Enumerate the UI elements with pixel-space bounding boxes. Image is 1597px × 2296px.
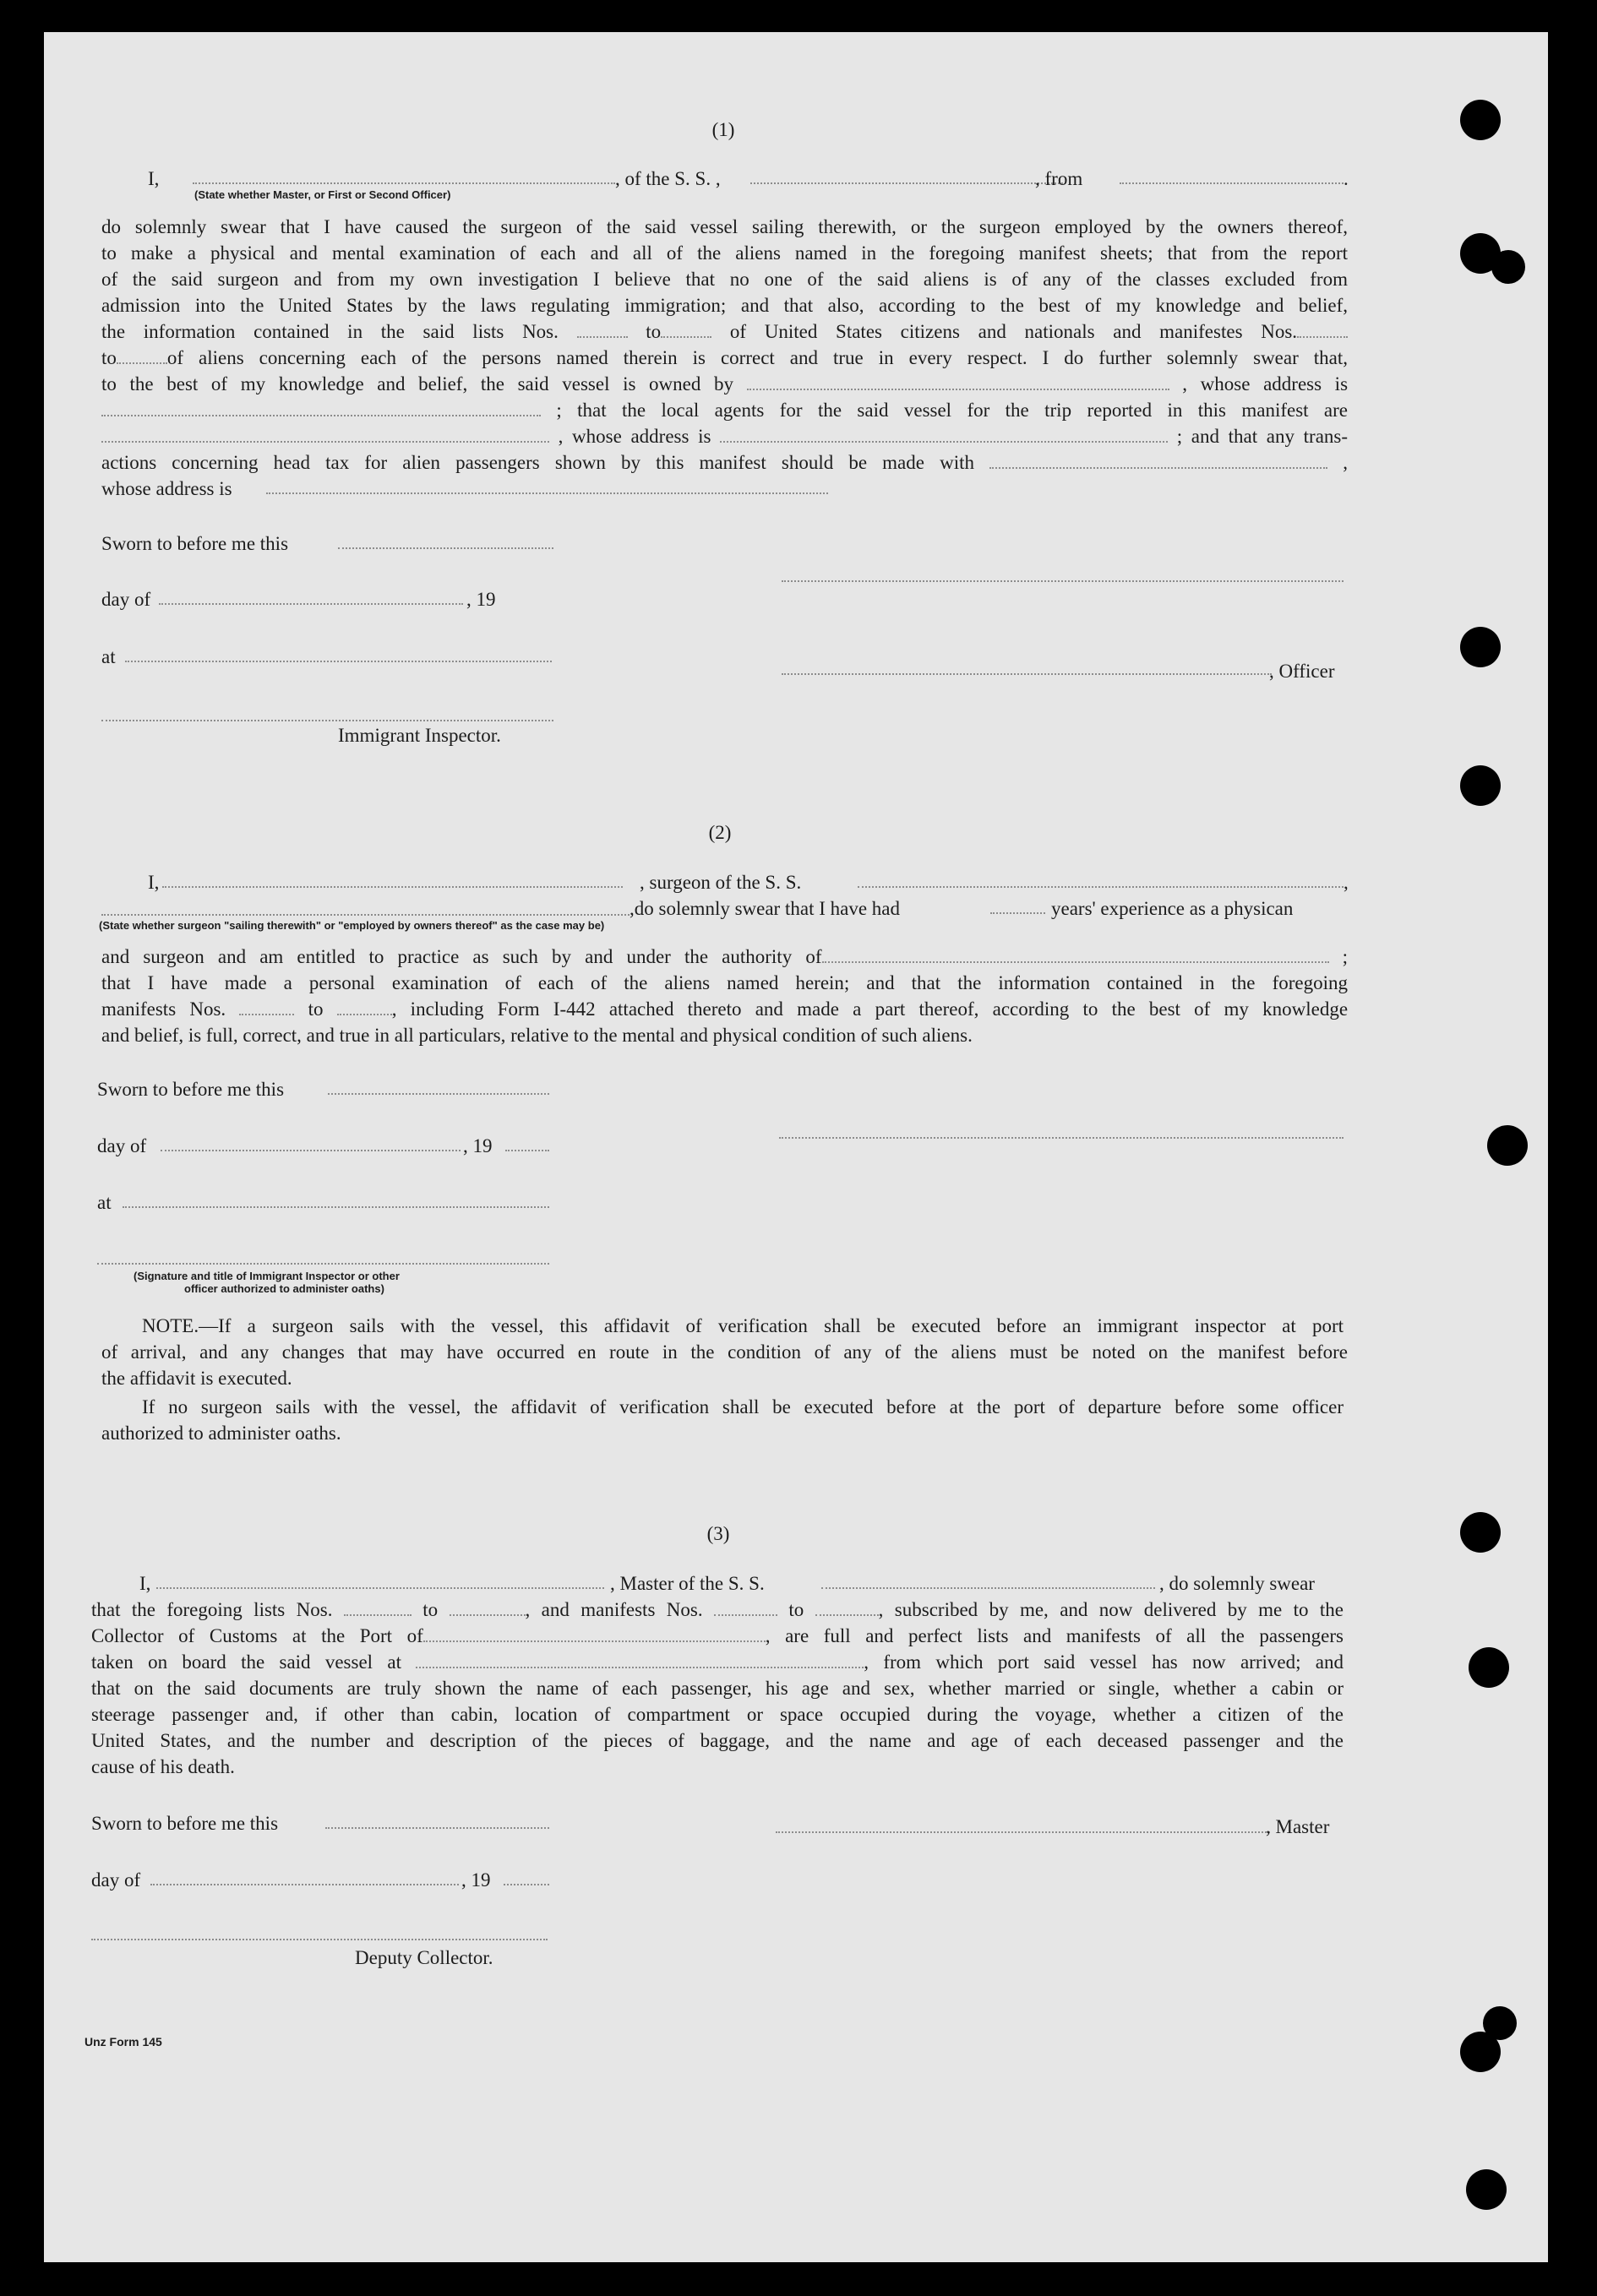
field-note: officer authorized to administer oaths) — [184, 1282, 384, 1295]
affidavit-text: ; that the local agents for the said vessel for the trip reported in this manifest are — [101, 397, 1348, 423]
vessel-field[interactable] — [821, 1587, 1155, 1589]
punch-hole — [1487, 1125, 1528, 1166]
officer-field[interactable] — [193, 182, 615, 184]
collector-signature-field[interactable] — [91, 1939, 548, 1940]
affidavit-text: and belief, is full, correct, and true in all particulars, relative to the mental and physical condition of such aliens. — [101, 1025, 973, 1046]
text: , from — [1035, 168, 1083, 189]
punch-hole — [1469, 1647, 1509, 1688]
master-signature-field[interactable] — [776, 1831, 1270, 1833]
text: day of — [101, 589, 151, 610]
place-field[interactable] — [125, 661, 552, 662]
inspector-signature-field[interactable] — [101, 720, 553, 721]
note-text: authorized to administer oaths. — [101, 1423, 341, 1444]
month-field[interactable] — [159, 603, 463, 605]
punch-hole — [1491, 250, 1525, 284]
punch-hole — [1460, 627, 1501, 667]
text: . — [1344, 168, 1349, 189]
inspector-signature-field[interactable] — [97, 1263, 549, 1265]
text: Deputy Collector. — [355, 1947, 493, 1968]
year-field[interactable] — [504, 1884, 549, 1885]
sworn-label: Sworn to before me this — [101, 533, 289, 554]
affidavit-text: , whose address is ; and that any trans- — [101, 423, 1348, 449]
surgeon-status-field[interactable] — [101, 914, 630, 916]
form-number: Unz Form 145 — [84, 2035, 162, 2048]
month-field[interactable] — [150, 1884, 459, 1885]
text: , Master — [1266, 1816, 1330, 1837]
section-number: (3) — [706, 1523, 730, 1544]
text: , 19 — [463, 1135, 493, 1156]
punch-hole — [1460, 100, 1501, 140]
field-note: (State whether Master, or First or Second Officer) — [194, 188, 451, 201]
section-number: (1) — [711, 119, 735, 140]
sworn-day-field[interactable] — [328, 1093, 549, 1095]
surgeon-name-field[interactable] — [162, 886, 623, 888]
affidavit-text: do solemnly swear that I have caused the surgeon of the said vessel sailing therewith, or the surgeon employed by the owners thereof, — [101, 216, 1348, 237]
text: , 19 — [461, 1869, 491, 1891]
vessel-field[interactable] — [750, 182, 1063, 184]
affidavit-text: actions concerning head tax for alien passengers shown by this manifest should be made with , — [101, 452, 1349, 473]
field-note: (State whether surgeon "sailing therewith" or "employed by owners thereof" as the case may be) — [99, 919, 605, 932]
text: at — [101, 646, 116, 667]
sworn-day-field[interactable] — [325, 1827, 549, 1829]
affidavit-text: of the said surgeon and from my own investigation I believe that no one of the said aliens is of any of the classes excluded from — [101, 269, 1348, 290]
text: Immigrant Inspector. — [338, 725, 501, 746]
text: day of — [97, 1135, 147, 1156]
text: day of — [91, 1869, 141, 1891]
affidavit-text: and surgeon and am entitled to practice as such by and under the authority of ; — [101, 946, 1349, 967]
note-text: NOTE.—If a surgeon sails with the vessel, this affidavit of verification shall be executed before an immigrant inspector at port — [142, 1315, 1344, 1336]
year-field[interactable] — [505, 1150, 549, 1151]
affidavit-text: that I have made a personal examination of each of the aliens named herein; and that the information contained in the foregoing — [101, 972, 1348, 993]
affidavit-text: to make a physical and mental examination of each and all of the aliens named in the foregoing manifest sheets; that from the report — [101, 242, 1348, 264]
officer-signature-field[interactable] — [782, 673, 1272, 675]
affidavit-text: United States, and the number and description of the pieces of baggage, and the name and age of each deceased passenger and the — [91, 1730, 1344, 1751]
section-number: (2) — [708, 822, 732, 843]
sworn-label: Sworn to before me this — [91, 1813, 279, 1834]
punch-hole — [1466, 2169, 1507, 2210]
place-field[interactable] — [123, 1206, 549, 1208]
affidavit-text: to of aliens concerning each of the persons named therein is correct and true in every respect. I do further solemnly swear that, — [101, 347, 1348, 368]
text: , 19 — [466, 589, 496, 610]
master-name-field[interactable] — [156, 1587, 604, 1589]
vessel-field[interactable] — [858, 886, 1344, 888]
text: I, — [148, 168, 160, 189]
affidavit-text: that the foregoing lists Nos. to , and manifests Nos. to , subscribed by me, and now delivered by me to the — [91, 1599, 1344, 1620]
affidavit-text: to the best of my knowledge and belief, the said vessel is owned by , whose address is — [101, 373, 1349, 394]
note-text: If no surgeon sails with the vessel, the affidavit of verification shall be executed before at the port of departure before some officer — [142, 1396, 1344, 1417]
affidavit-text: taken on board the said vessel at , from which port said vessel has now arrived; and — [91, 1651, 1344, 1673]
punch-hole — [1460, 1512, 1501, 1553]
sworn-day-field[interactable] — [338, 547, 553, 549]
text: ,do solemnly swear that I have had — [630, 898, 900, 919]
affidavit-text: the information contained in the said lists Nos. to of United States citizens and nationals and manifestes Nos. — [101, 318, 1348, 345]
text: I, — [139, 1573, 151, 1594]
text: at — [97, 1192, 112, 1213]
text: , do solemnly swear — [1159, 1573, 1315, 1594]
text: I, — [148, 872, 160, 893]
affidavit-text: cause of his death. — [91, 1756, 235, 1777]
note-text: the affidavit is executed. — [101, 1368, 292, 1389]
affidavit-text: admission into the United States by the laws regulating immigration; and that also, according to the best of my knowledge and belief, — [101, 295, 1348, 316]
years-field[interactable] — [990, 912, 1045, 914]
field-note: (Signature and title of Immigrant Inspector or other — [134, 1270, 400, 1282]
address-field[interactable] — [266, 492, 828, 494]
punch-hole — [1460, 765, 1501, 806]
punch-hole — [1483, 2006, 1517, 2040]
signature-line[interactable] — [779, 1137, 1344, 1139]
text: years' experience as a physican — [1051, 898, 1294, 919]
text: , — [1344, 872, 1349, 893]
text: , Officer — [1269, 661, 1335, 682]
text: whose address is — [101, 478, 232, 499]
signature-line[interactable] — [782, 580, 1344, 582]
text: , Master of the S. S. — [610, 1573, 765, 1594]
affidavit-text: Collector of Customs at the Port of , are full and perfect lists and manifests of all the passengers — [91, 1625, 1344, 1646]
affidavit-text: manifests Nos. to , including Form I-442 attached thereto and made a part thereof, according to the best of my knowledge — [101, 998, 1349, 1020]
text: , surgeon of the S. S. — [640, 872, 802, 893]
month-field[interactable] — [161, 1150, 461, 1151]
note-text: of arrival, and any changes that may have occurred en route in the condition of any of the aliens must be noted on the manifest before — [101, 1341, 1348, 1363]
sworn-label: Sworn to before me this — [97, 1079, 285, 1100]
affidavit-text: that on the said documents are truly shown the name of each passenger, his age and sex, whether married or single, whether a cabin or — [91, 1678, 1344, 1699]
text: , of the S. S. , — [615, 168, 721, 189]
affidavit-text: steerage passenger and, if other than cabin, location of compartment or space occupied during the voyage, whether a citizen of the — [91, 1704, 1344, 1725]
from-port-field[interactable] — [1120, 182, 1344, 184]
